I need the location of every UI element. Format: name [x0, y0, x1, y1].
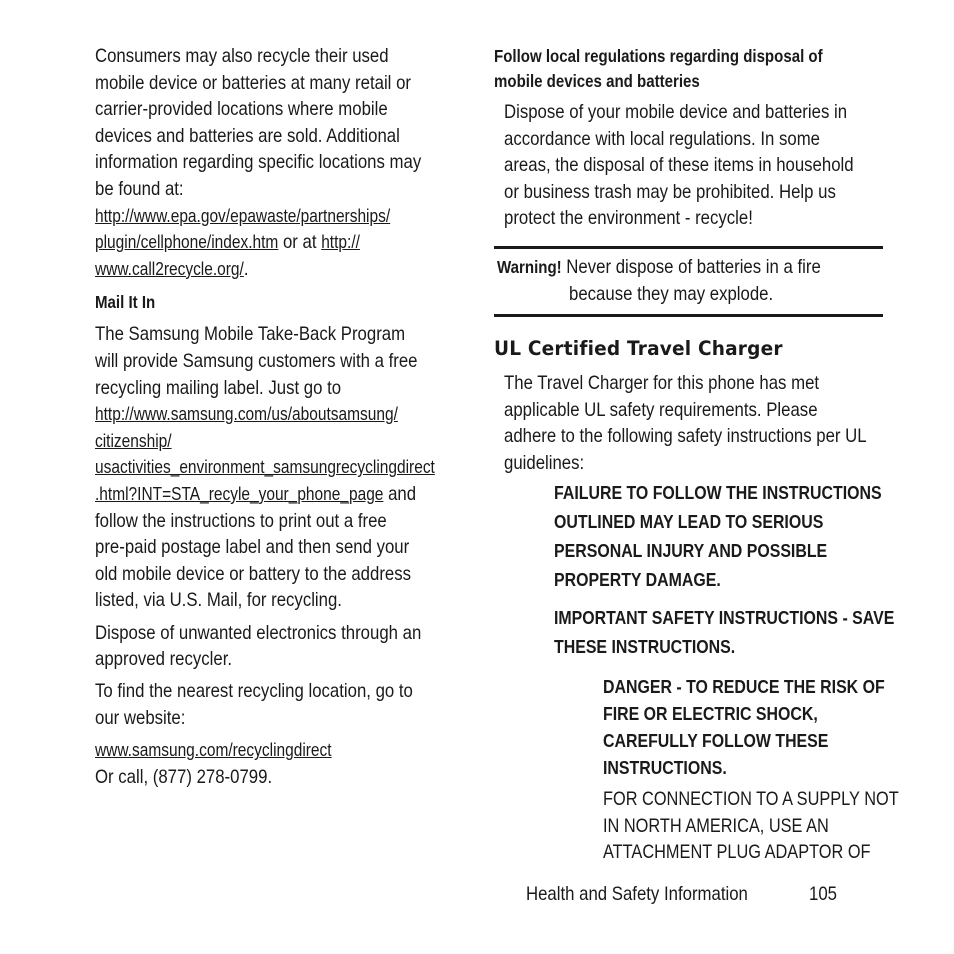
- text-line: our website:: [95, 706, 186, 729]
- text-line: The Samsung Mobile Take-Back Program: [95, 323, 406, 346]
- text-line: will provide Samsung customers with a free: [95, 349, 418, 372]
- text-line: follow the instructions to print out a free: [95, 509, 387, 532]
- recyclingdirect-link[interactable]: www.samsung.com/recyclingdirect: [95, 740, 332, 761]
- period-text: .: [243, 257, 249, 280]
- ul-body: [504, 370, 884, 476]
- caps-line: FIRE OR ELECTRIC SHOCK,: [603, 703, 818, 724]
- text-line: mobile device or batteries at many retail or: [95, 71, 411, 94]
- call2recycle-link[interactable]: http://: [321, 232, 360, 253]
- text-line: listed, via U.S. Mail, for recycling.: [95, 589, 342, 612]
- text-line: Consumers may also recycle their used: [95, 45, 389, 67]
- epa-link[interactable]: http://www.epa.gov/epawaste/partnerships/: [95, 205, 391, 226]
- caps-line: CAREFULLY FOLLOW THESE: [603, 730, 829, 751]
- regulations-body: [504, 99, 884, 232]
- samsung-recycling-link[interactable]: usactivities_environment_samsungrecyclingdirect: [95, 457, 435, 478]
- and-text: and: [383, 482, 417, 505]
- warning-top-rule: [494, 246, 883, 249]
- page-number-text: 105: [809, 883, 837, 905]
- text-line: The Travel Charger for this phone has met: [504, 372, 820, 394]
- text-line: adhere to the following safety instructions per UL: [504, 425, 867, 448]
- intro-paragraph: [95, 43, 475, 203]
- samsung-recycling-link[interactable]: citizenship/: [95, 430, 172, 451]
- mail-it-in-heading: [95, 290, 475, 315]
- text-line: areas, the disposal of these items in household: [504, 154, 854, 177]
- heading-line: mobile devices and batteries: [494, 71, 700, 91]
- text-line: Dispose of unwanted electronics through an: [95, 621, 422, 644]
- text-line: guidelines:: [504, 451, 585, 474]
- warning-text: because they may explode.: [569, 282, 774, 305]
- caps-line: INSTRUCTIONS.: [603, 757, 727, 778]
- failure-warning: [554, 478, 884, 594]
- samsung-recycling-link[interactable]: http://www.samsung.com/us/aboutsamsung/: [95, 404, 398, 425]
- text-line: devices and batteries are sold. Additional: [95, 124, 400, 147]
- warning-box: [497, 254, 882, 307]
- caps-line: DANGER - TO REDUCE THE RISK OF: [603, 676, 885, 697]
- warning-bottom-rule: [494, 314, 883, 317]
- text-line: approved recycler.: [95, 648, 233, 671]
- right-column: [494, 44, 884, 94]
- links-paragraph: [95, 203, 475, 283]
- text-line: recycling mailing label. Just go to: [95, 376, 342, 399]
- text-line: IN NORTH AMERICA, USE AN: [603, 815, 829, 837]
- caps-line: PERSONAL INJURY AND POSSIBLE: [554, 540, 828, 561]
- text-line: pre-paid postage label and then send your: [95, 536, 410, 559]
- text-line: carrier-provided locations where mobile: [95, 98, 388, 121]
- call2recycle-link-continued[interactable]: www.call2recycle.org/: [95, 258, 244, 279]
- warning-label: Warning!: [497, 257, 562, 277]
- or-at-text: or at: [278, 231, 322, 254]
- dispose-paragraph: [95, 620, 475, 673]
- text-line: FOR CONNECTION TO A SUPPLY NOT: [603, 789, 899, 810]
- ul-section-title: [494, 337, 798, 360]
- left-column: [95, 43, 475, 790]
- program-paragraph: [95, 321, 475, 614]
- warning-text: Never dispose of batteries in a fire: [561, 256, 821, 278]
- text-line: Dispose of your mobile device and batteries in: [504, 101, 848, 123]
- caps-line: OUTLINED MAY LEAD TO SERIOUS: [554, 511, 824, 532]
- phone-text: Or call, (877) 278-0799.: [95, 765, 273, 788]
- section-title-text: UL Certified Travel Charger: [494, 337, 783, 360]
- page-number: [809, 881, 842, 908]
- regulations-heading: [494, 44, 884, 94]
- text-line: ATTACHMENT PLUG ADAPTOR OF: [603, 842, 871, 864]
- text-line: old mobile device or battery to the address: [95, 562, 412, 585]
- samsung-recycling-link[interactable]: .html?INT=STA_recyle_your_phone_page: [95, 483, 384, 504]
- caps-line: PROPERTY DAMAGE.: [554, 569, 721, 590]
- text-line: or business trash may be prohibited. Help us: [504, 180, 836, 203]
- caps-line: THESE INSTRUCTIONS.: [554, 636, 736, 657]
- danger-warning: [603, 673, 884, 781]
- contact-paragraph: [95, 737, 475, 790]
- important-instructions: [554, 603, 895, 661]
- text-line: be found at:: [95, 177, 184, 200]
- text-line: accordance with local regulations. In some: [504, 127, 821, 150]
- connection-note: [603, 787, 899, 867]
- find-paragraph: [95, 678, 475, 731]
- heading-line: Follow local regulations regarding disposal of: [494, 46, 823, 66]
- heading-text: Mail It In: [95, 292, 156, 313]
- footer-section-title: Health and Safety Information: [526, 883, 748, 905]
- text-line: protect the environment - recycle!: [504, 207, 753, 230]
- text-line: applicable UL safety requirements. Please: [504, 398, 818, 421]
- caps-line: IMPORTANT SAFETY INSTRUCTIONS - SAVE: [554, 607, 895, 628]
- caps-line: FAILURE TO FOLLOW THE INSTRUCTIONS: [554, 482, 882, 503]
- text-line: information regarding specific locations may: [95, 151, 422, 174]
- epa-link-continued[interactable]: plugin/cellphone/index.htm: [95, 232, 279, 253]
- text-line: To find the nearest recycling location, go to: [95, 680, 413, 703]
